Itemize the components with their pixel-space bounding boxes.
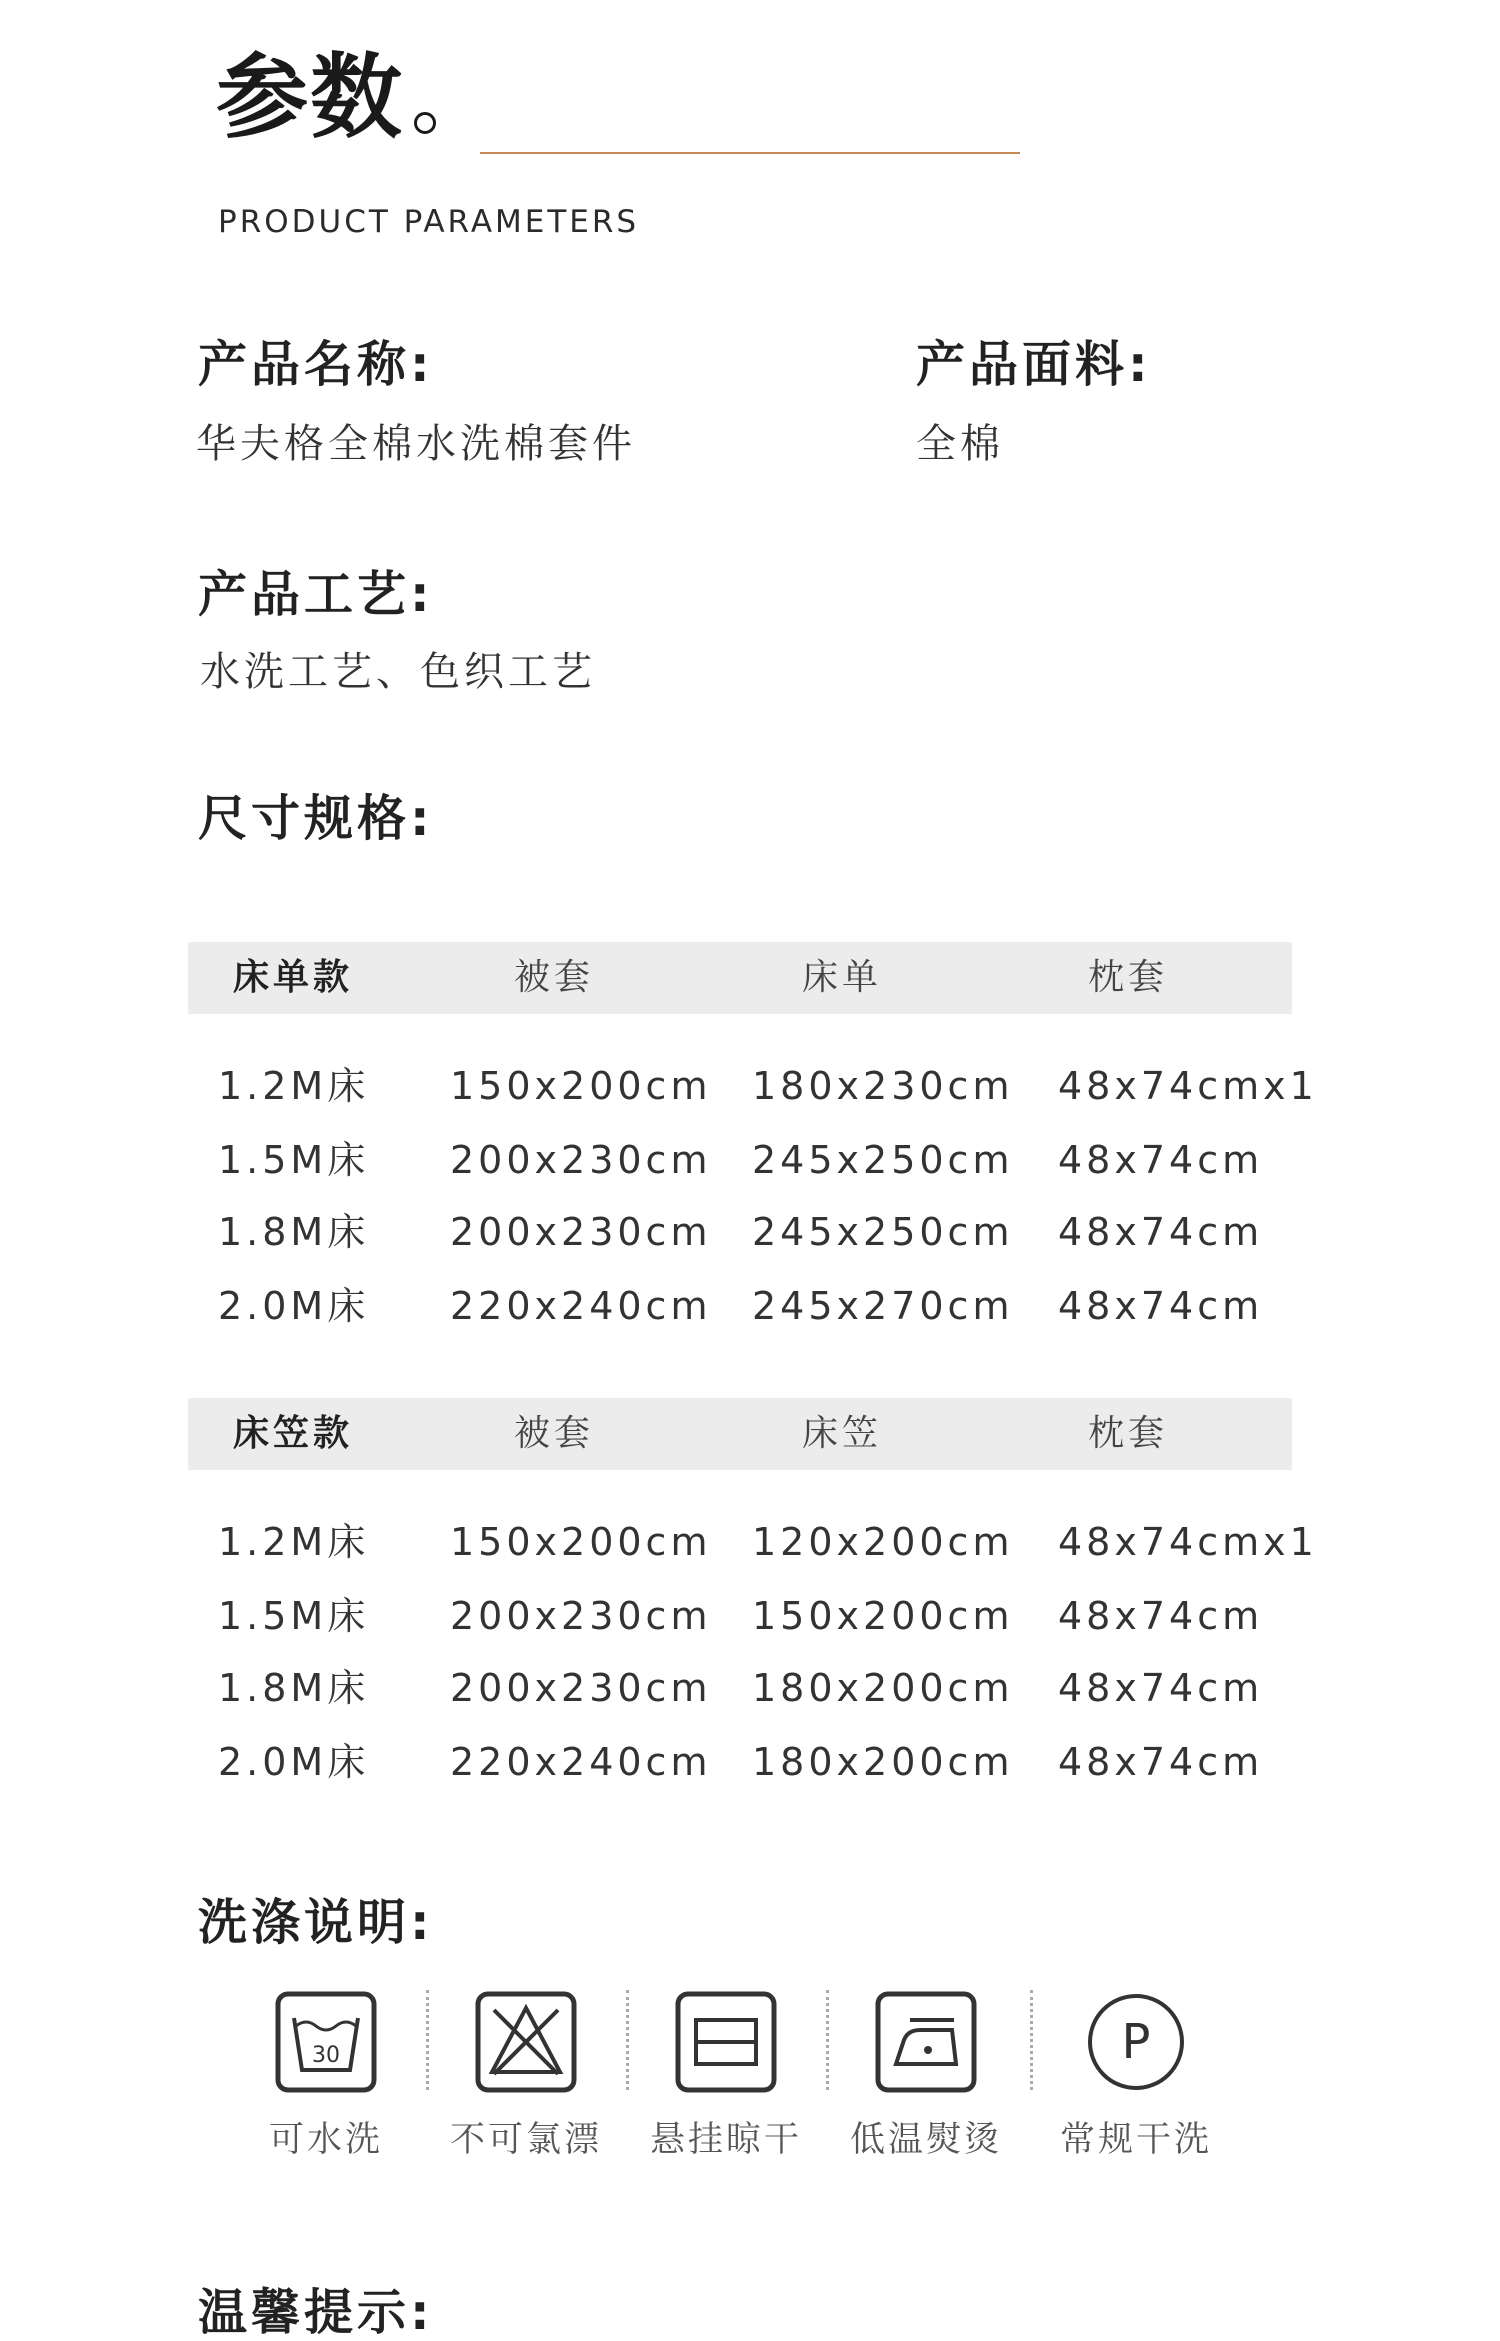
table-row (0, 1658, 1500, 1718)
wash-30-icon (274, 1990, 378, 2094)
table-cell: 120x200cm (752, 1520, 1014, 1564)
table-row (0, 1512, 1500, 1572)
table-cell: 1.8M床 (218, 1666, 370, 1710)
table-cell: 150x200cm (450, 1520, 712, 1564)
table-row (0, 1586, 1500, 1646)
table-cell: 200x230cm (450, 1210, 712, 1254)
table-cell: 180x200cm (752, 1666, 1014, 1710)
care-label: 常规干洗 (1059, 2120, 1212, 2160)
table-header (188, 942, 1292, 1014)
size-spec-label: 尺寸规格: (198, 790, 434, 847)
table-cell: 1.5M床 (218, 1138, 370, 1182)
dry-clean-p-icon (1084, 1990, 1188, 2094)
column-header: 床笠 (801, 1413, 882, 1454)
table-cell: 200x230cm (450, 1666, 712, 1710)
table-row (0, 1276, 1500, 1336)
craft-value: 水洗工艺、色织工艺 (200, 649, 596, 695)
table-row (0, 1130, 1500, 1190)
care-item-low-iron (846, 1990, 1006, 2162)
craft-label: 产品工艺: (198, 566, 434, 623)
table-cell: 150x200cm (450, 1064, 712, 1108)
table-cell: 1.5M床 (218, 1594, 370, 1638)
column-header: 枕套 (1087, 1413, 1168, 1454)
table-cell: 48x74cmx1 (1058, 1520, 1318, 1564)
table-cell: 1.8M床 (218, 1210, 370, 1254)
table-row (0, 1056, 1500, 1116)
table-cell: 245x250cm (752, 1138, 1014, 1182)
table-cell: 245x250cm (752, 1210, 1014, 1254)
column-header: 枕套 (1087, 957, 1168, 998)
table-cell: 1.2M床 (218, 1520, 370, 1564)
table-cell: 1.2M床 (218, 1064, 370, 1108)
washing-label: 洗涤说明: (198, 1894, 434, 1951)
care-label: 可水洗 (268, 2120, 383, 2160)
table-cell: 48x74cm (1058, 1666, 1264, 1710)
table-cell: 245x270cm (752, 1284, 1014, 1328)
fabric-value: 全棉 (916, 421, 1004, 467)
column-header: 被套 (513, 957, 594, 998)
low-iron-icon (874, 1990, 978, 2094)
page-title: 参数 (216, 44, 405, 151)
product-name-label: 产品名称: (198, 336, 434, 393)
table-cell: 220x240cm (450, 1740, 712, 1784)
column-header: 被套 (513, 1413, 594, 1454)
table-cell: 2.0M床 (218, 1284, 370, 1328)
table-cell: 150x200cm (752, 1594, 1014, 1638)
table-cell: 180x230cm (752, 1064, 1014, 1108)
table-row (0, 1732, 1500, 1792)
care-item-dry-clean (1056, 1990, 1216, 2162)
product-name-value: 华夫格全棉水洗棉套件 (196, 421, 636, 467)
hang-dry-icon (674, 1990, 778, 2094)
table-header (188, 1398, 1292, 1470)
table-cell: 48x74cm (1058, 1210, 1264, 1254)
table-cell: 48x74cm (1058, 1284, 1264, 1328)
care-label: 悬挂晾干 (649, 2120, 802, 2160)
tips-label: 温馨提示: (198, 2284, 434, 2341)
table-cell: 220x240cm (450, 1284, 712, 1328)
table-cell: 48x74cm (1058, 1594, 1264, 1638)
care-item-wash (246, 1990, 406, 2162)
care-separator (1030, 1990, 1033, 2090)
title-dot (414, 112, 436, 134)
title-divider (480, 152, 1020, 154)
wash-temperature: 30 (312, 2043, 340, 2068)
dry-clean-letter: P (1121, 2014, 1151, 2070)
care-item-hang-dry (646, 1990, 806, 2162)
table-cell: 180x200cm (752, 1740, 1014, 1784)
no-bleach-icon (474, 1990, 578, 2094)
column-header: 床笠款 (232, 1413, 353, 1454)
page-subtitle: PRODUCT PARAMETERS (218, 204, 640, 240)
table-cell: 48x74cm (1058, 1138, 1264, 1182)
care-label: 低温熨烫 (849, 2120, 1002, 2160)
care-separator (626, 1990, 629, 2090)
column-header: 床单 (801, 957, 882, 998)
table-cell: 2.0M床 (218, 1740, 370, 1784)
table-cell: 200x230cm (450, 1594, 712, 1638)
fabric-label: 产品面料: (916, 336, 1152, 393)
table-cell: 200x230cm (450, 1138, 712, 1182)
care-separator (426, 1990, 429, 2090)
care-label: 不可氯漂 (449, 2120, 602, 2160)
care-separator (826, 1990, 829, 2090)
table-row (0, 1202, 1500, 1262)
table-cell: 48x74cm (1058, 1740, 1264, 1784)
column-header: 床单款 (232, 957, 353, 998)
care-item-no-bleach (446, 1990, 606, 2162)
table-cell: 48x74cmx1 (1058, 1064, 1318, 1108)
